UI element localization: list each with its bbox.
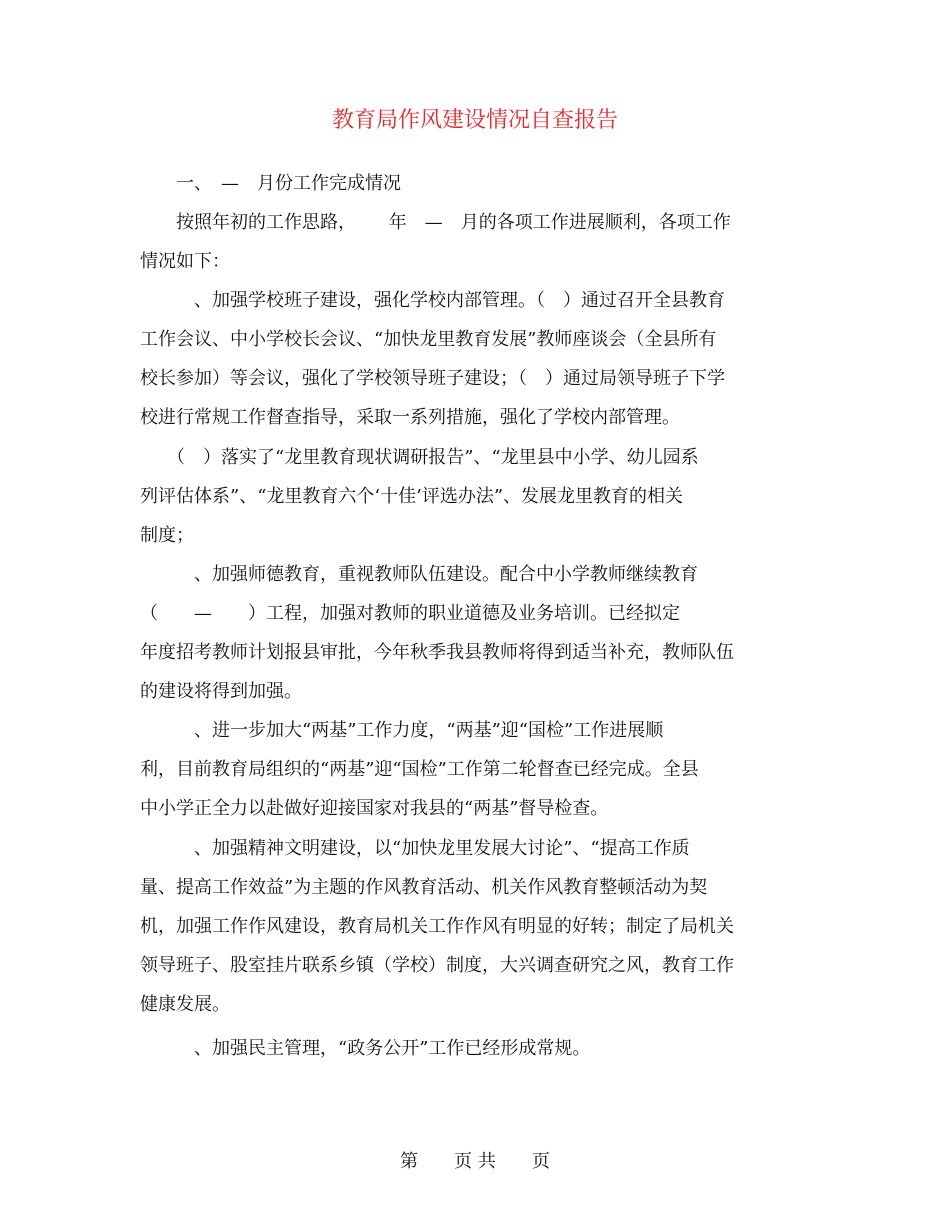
paragraph-line: 年度招考教师计划报县审批，今年秋季我县教师将得到适当补充，教师队伍 [140, 642, 734, 663]
paragraph-line: 校长参加）等会议，强化了学校领导班子建设；（ ）通过局领导班子下学 [140, 368, 725, 389]
paragraph-line: 中小学正全力以赴做好迎接国家对我县的“两基”督导检查。 [140, 798, 609, 819]
page-footer: 第 页 共 页 [400, 1151, 550, 1172]
paragraph-line: 按照年初的工作思路， 年 — 月的各项工作进展顺利，各项工作 [140, 212, 731, 233]
paragraph-line: 的建设将得到加强。 [140, 681, 302, 702]
paragraph-line: （ — ）工程，加强对教师的职业道德及业务培训。已经拟定 [140, 603, 680, 624]
paragraph-line: 健康发展。 [140, 994, 230, 1015]
paragraph-line: 、加强民主管理，“政务公开”工作已经形成常规。 [140, 1038, 591, 1059]
paragraph-line: 、加强师德教育，重视教师队伍建设。配合中小学教师继续教育 [140, 564, 698, 585]
paragraph-line: 量、提高工作效益”为主题的作风教育活动、机关作风教育整顿活动为契 [140, 877, 708, 898]
paragraph-line: 领导班子、股室挂片联系乡镇（学校）制度，大兴调查研究之风，教育工作 [140, 955, 734, 976]
paragraph-line: 制度； [140, 525, 194, 546]
document-title: 教育局作风建设情况自查报告 [331, 108, 618, 133]
paragraph-line: （ ）落实了“龙里教育现状调研报告”、“龙里县中小学、幼儿园系 [140, 447, 699, 468]
section-heading: 一、 — 月份工作完成情况 [140, 173, 401, 194]
paragraph-line: 工作会议、中小学校长会议、“加快龙里教育发展”教师座谈会（全县所有 [140, 329, 717, 350]
paragraph-line: 、加强学校班子建设，强化学校内部管理。（ ）通过召开全县教育 [140, 290, 725, 311]
paragraph-line: 、加强精神文明建设，以“加快龙里发展大讨论”、“提高工作质 [140, 838, 690, 859]
paragraph-line: 利，目前教育局组织的“两基”迎“国检”工作第二轮督查已经完成。全县 [140, 759, 699, 780]
paragraph-line: 列评估体系”、“龙里教育六个‘十佳’评选办法”、发展龙里教育的相关 [140, 486, 684, 507]
paragraph-line: 、进一步加大“两基”工作力度，“两基”迎“国检”工作进展顺 [140, 720, 664, 741]
paragraph-line: 情况如下： [140, 251, 230, 272]
paragraph-line: 机，加强工作作风建设，教育局机关工作作风有明显的好转；制定了局机关 [140, 916, 734, 937]
paragraph-line: 校进行常规工作督查指导，采取一系列措施，强化了学校内部管理。 [140, 407, 680, 428]
